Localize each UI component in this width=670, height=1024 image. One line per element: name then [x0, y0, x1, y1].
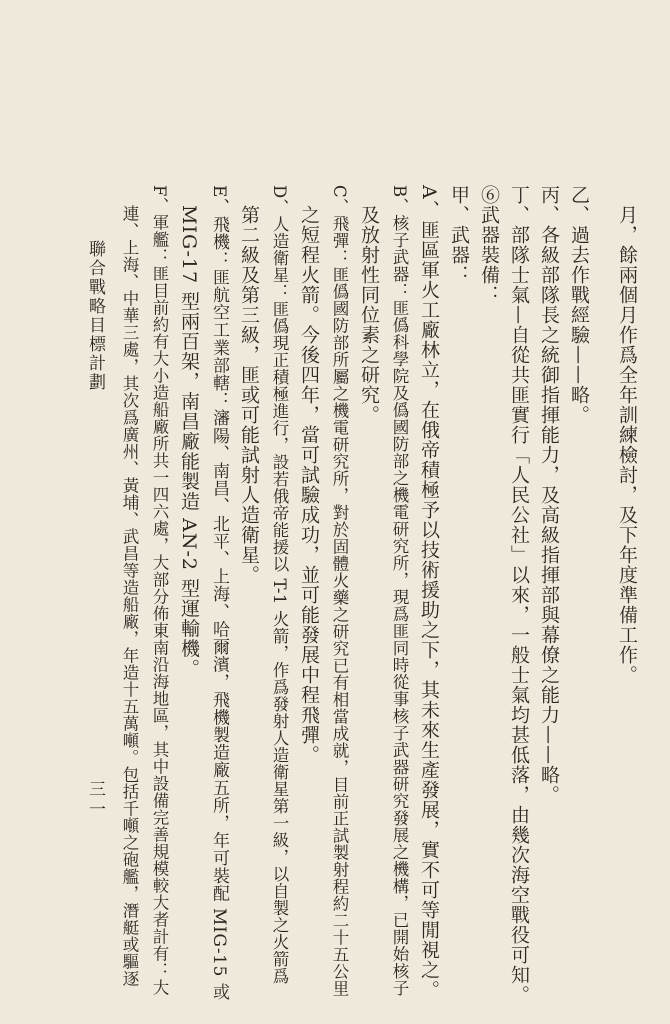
- text-column-1: 月，餘兩個月作爲全年訓練檢討，及下年度準備工作。: [616, 205, 638, 685]
- text-column-item-d-cont: 第二級及第三級，匪或可能試射人造衛星。: [238, 205, 260, 585]
- footer-title: 聯合戰略目標計劃: [85, 240, 105, 392]
- page-number: 三一: [85, 780, 105, 820]
- section-heading-weapons: ⑥武器裝備：: [478, 185, 500, 305]
- text-column-item-b-cont: 及放射性同位素之研究。: [358, 205, 380, 425]
- text-column-item-e: E、飛機：匪航空工業部轄：瀋陽、南昌、北平、上海、哈爾濱，飛機製造廠五所，年可裝配 MIG-15 或: [209, 185, 229, 1001]
- text-column-item-f: F、軍艦：匪目前約有大小造船廠所共一四六處，大部分佈東南沿海地區，其中設備完善規模較大者計有：大: [150, 185, 169, 996]
- text-column-item-c-cont: 之短程火箭。今後四年，當可試驗成功，並可能發展中程飛彈。: [298, 205, 320, 765]
- text-column-item-f-cont: 連、上海、中華三處，其次爲廣州、黃埔、武昌等造船廠，年造十五萬噸。包括千噸之砲艦，潛艇或驅逐: [120, 205, 139, 987]
- text-column-item-e-cont: MIG-17 型兩百架，南昌廠能製造 AN-2 型運輸機。: [178, 205, 200, 679]
- text-column-item-c: C、飛彈：匪僞國防部所屬之機電研究所，對於固體火藥之研究已有相當成就，目前正試製射程約二十五公里: [330, 185, 349, 998]
- text-column-item-b: B、核子武器：匪僞科學院及僞國防部之機電研究所，現爲匪同時從事核子武器研究發展之機構，已開始核子: [390, 185, 409, 997]
- text-column-item-d: D、人造衛星：匪僞現正積極進行，設若俄帝能援以 T-1 火箭，作爲發射人造衛星第一級，以自製之火箭爲: [270, 185, 289, 985]
- text-column-item-a: A、匪區軍火工廠林立，在俄帝積極予以技術援助之下，其未來生產發展，實不可等閒視之。: [418, 185, 440, 1000]
- text-column-4: 丁、部隊士氣—自從共匪實行「人民公社」以來，一般士氣均甚低落，由幾次海空戰役可知。: [508, 185, 530, 1005]
- text-column-3: 丙、各級部隊長之統御指揮能力，及高級指揮部與幕僚之能力——略。: [538, 185, 560, 805]
- subsection-heading: 甲、武器：: [448, 185, 470, 285]
- text-column-2: 乙、過去作戰經驗——略。: [568, 185, 590, 425]
